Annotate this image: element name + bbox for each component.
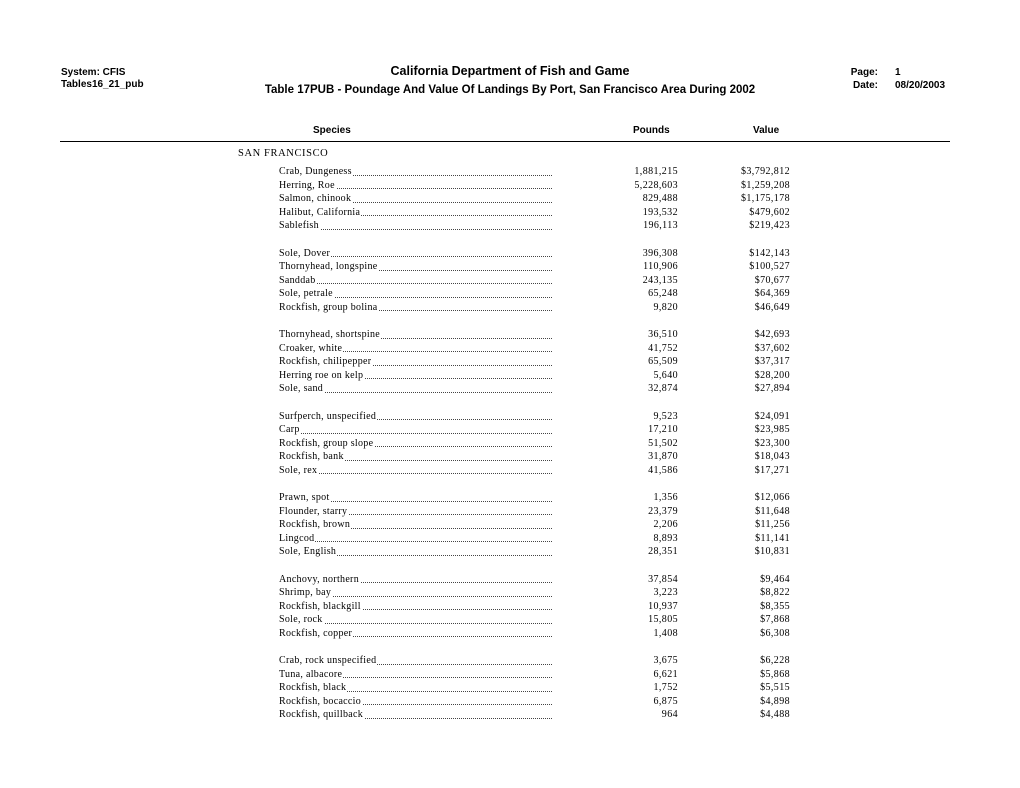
species-name: Rockfish, group slope	[279, 437, 374, 449]
species-cell	[279, 342, 552, 356]
page-number: 1	[895, 67, 901, 78]
dot-leader	[279, 283, 552, 284]
value-cell: $5,515	[760, 682, 790, 693]
value-cell: $142,143	[749, 247, 790, 259]
dot-leader	[279, 473, 552, 474]
row-group	[0, 247, 1020, 315]
species-cell	[279, 192, 552, 206]
species-cell	[279, 681, 552, 695]
species-cell	[279, 423, 552, 437]
species-cell	[279, 627, 552, 641]
page-row	[820, 66, 945, 79]
table-row	[0, 410, 1020, 424]
species-cell	[279, 613, 552, 627]
species-cell	[279, 600, 552, 614]
species-cell	[279, 382, 552, 396]
date-row	[820, 79, 945, 92]
value-cell: $46,649	[754, 301, 790, 313]
species-cell	[279, 491, 552, 505]
species-name: Sole, Dover	[279, 247, 331, 259]
table-row	[0, 342, 1020, 356]
report-system-info	[61, 67, 144, 91]
system-label: System: CFIS	[61, 67, 126, 78]
pounds-cell: 41,586	[648, 464, 678, 476]
pounds-cell: 3,675	[653, 655, 678, 666]
table-row	[0, 586, 1020, 600]
species-name: Rockfish, black	[279, 682, 347, 693]
table-row	[0, 437, 1020, 451]
species-name: Rockfish, bank	[279, 451, 344, 462]
value-cell: $27,894	[754, 383, 790, 394]
pounds-cell: 17,210	[648, 424, 678, 435]
report-title-block	[240, 63, 780, 98]
species-name: Anchovy, northern	[279, 573, 359, 585]
table-row	[0, 355, 1020, 369]
table-row	[0, 464, 1020, 478]
species-cell	[279, 586, 552, 600]
value-cell: $7,868	[760, 614, 790, 625]
value-cell: $4,488	[760, 709, 790, 720]
species-cell	[279, 328, 552, 342]
table-row	[0, 260, 1020, 274]
table-row	[0, 450, 1020, 464]
species-cell	[279, 410, 552, 424]
table-row	[0, 382, 1020, 396]
pounds-cell: 829,488	[642, 193, 678, 204]
species-cell	[279, 464, 552, 478]
species-cell	[279, 450, 552, 464]
species-name: Crab, Dungeness	[279, 166, 352, 177]
row-group	[0, 654, 1020, 722]
value-cell: $11,256	[755, 519, 790, 530]
pounds-cell: 1,881,215	[634, 166, 678, 177]
species-cell	[279, 260, 552, 274]
value-cell: $3,792,812	[741, 166, 790, 177]
value-cell: $37,602	[754, 342, 790, 354]
table-row	[0, 695, 1020, 709]
pounds-cell: 1,356	[653, 492, 678, 503]
value-cell: $28,200	[754, 369, 790, 381]
species-cell	[279, 532, 552, 546]
value-cell: $100,527	[749, 261, 790, 272]
value-cell: $479,602	[749, 206, 790, 218]
value-cell: $4,898	[760, 695, 790, 707]
species-name: Rockfish, group bolina	[279, 301, 378, 313]
value-cell: $8,822	[760, 587, 790, 598]
value-cell: $6,228	[760, 655, 790, 666]
species-name: Thornyhead, shortspine	[279, 329, 381, 340]
pounds-cell: 65,509	[648, 356, 678, 367]
header-divider	[60, 141, 950, 142]
value-cell: $11,141	[755, 532, 790, 544]
value-cell: $10,831	[754, 546, 790, 557]
value-cell: $23,300	[754, 437, 790, 449]
table-row	[0, 369, 1020, 383]
species-column-header: Species	[313, 125, 351, 136]
pounds-cell: 23,379	[648, 505, 678, 517]
pounds-cell: 964	[661, 709, 678, 720]
species-cell	[279, 573, 552, 587]
table-row	[0, 708, 1020, 722]
pounds-cell: 31,870	[648, 451, 678, 462]
pounds-column-header: Pounds	[633, 125, 670, 136]
port-label: SAN FRANCISCO	[238, 148, 329, 159]
pounds-cell: 36,510	[648, 329, 678, 340]
species-cell	[279, 247, 552, 261]
table-row	[0, 573, 1020, 587]
species-name: Sole, English	[279, 546, 337, 557]
table-row	[0, 545, 1020, 559]
value-cell: $1,259,208	[741, 179, 790, 191]
table-row	[0, 165, 1020, 179]
value-cell: $8,355	[760, 600, 790, 612]
value-cell: $70,677	[754, 274, 790, 286]
species-cell	[279, 708, 552, 722]
species-name: Rockfish, brown	[279, 519, 351, 530]
pounds-cell: 6,621	[653, 668, 678, 680]
species-name: Rockfish, chilipepper	[279, 356, 372, 367]
value-cell: $12,066	[754, 492, 790, 503]
table-row	[0, 206, 1020, 220]
table-row	[0, 627, 1020, 641]
value-cell: $5,868	[760, 668, 790, 680]
species-cell	[279, 287, 552, 301]
value-cell: $24,091	[754, 410, 790, 422]
species-cell	[279, 206, 552, 220]
species-cell	[279, 179, 552, 193]
species-cell	[279, 165, 552, 179]
value-cell: $6,308	[760, 627, 790, 639]
pounds-cell: 1,752	[653, 682, 678, 693]
species-name: Surfperch, unspecified	[279, 410, 377, 422]
pounds-cell: 6,875	[653, 695, 678, 707]
species-cell	[279, 355, 552, 369]
species-name: Crab, rock unspecified	[279, 655, 377, 666]
pounds-cell: 396,308	[642, 247, 678, 259]
species-cell	[279, 369, 552, 383]
species-cell	[279, 505, 552, 519]
pounds-cell: 243,135	[642, 274, 678, 286]
species-name: Rockfish, copper	[279, 627, 353, 639]
species-cell	[279, 518, 552, 532]
dot-leader	[279, 229, 552, 230]
value-cell: $64,369	[754, 288, 790, 299]
column-headers	[0, 125, 1020, 139]
species-name: Rockfish, blackgill	[279, 600, 361, 612]
row-group	[0, 573, 1020, 641]
species-name: Salmon, chinook	[279, 193, 352, 204]
pounds-cell: 41,752	[648, 342, 678, 354]
value-cell: $17,271	[754, 464, 790, 476]
species-name: Halibut, California	[279, 206, 361, 218]
landings-table	[0, 165, 1020, 736]
pounds-cell: 5,228,603	[634, 179, 678, 191]
pounds-cell: 193,532	[642, 206, 678, 218]
species-name: Croaker, white	[279, 342, 343, 354]
value-cell: $1,175,178	[741, 193, 790, 204]
pounds-cell: 8,893	[653, 532, 678, 544]
date-label: Date:	[852, 80, 878, 91]
pounds-cell: 37,854	[648, 573, 678, 585]
value-column-header: Value	[753, 125, 780, 136]
value-cell: $18,043	[754, 451, 790, 462]
species-cell	[279, 668, 552, 682]
table-row	[0, 505, 1020, 519]
dot-leader	[279, 541, 552, 542]
species-name: Lingcod	[279, 532, 315, 544]
value-cell: $23,985	[754, 424, 790, 435]
value-cell: $219,423	[749, 220, 790, 231]
table-row	[0, 668, 1020, 682]
table-row	[0, 681, 1020, 695]
pounds-cell: 9,523	[653, 410, 678, 422]
pounds-cell: 28,351	[648, 546, 678, 557]
pounds-cell: 3,223	[653, 587, 678, 598]
species-cell	[279, 654, 552, 668]
species-name: Herring roe on kelp	[279, 369, 364, 381]
species-name: Flounder, starry	[279, 505, 348, 517]
table-row	[0, 613, 1020, 627]
pounds-cell: 110,906	[643, 261, 678, 272]
species-cell	[279, 545, 552, 559]
table-row	[0, 532, 1020, 546]
species-name: Sole, sand	[279, 383, 324, 394]
species-name: Sanddab	[279, 274, 316, 286]
pounds-cell: 2,206	[653, 519, 678, 530]
species-name: Sole, petrale	[279, 288, 333, 299]
pounds-cell: 51,502	[648, 437, 678, 449]
species-name: Prawn, spot	[279, 492, 330, 503]
species-cell	[279, 301, 552, 315]
pounds-cell: 1,408	[653, 627, 678, 639]
table-row	[0, 301, 1020, 315]
value-cell: $9,464	[760, 573, 790, 585]
row-group	[0, 410, 1020, 478]
dot-leader	[279, 433, 552, 434]
table-row	[0, 600, 1020, 614]
pounds-cell: 5,640	[653, 369, 678, 381]
table-row	[0, 287, 1020, 301]
row-group	[0, 328, 1020, 396]
species-name: Shrimp, bay	[279, 587, 332, 598]
table-row	[0, 328, 1020, 342]
table-row	[0, 491, 1020, 505]
species-name: Tuna, albacore	[279, 668, 343, 680]
report-date: 08/20/2003	[895, 80, 946, 91]
table-row	[0, 247, 1020, 261]
value-cell: $37,317	[754, 356, 790, 367]
table-row	[0, 192, 1020, 206]
species-cell	[279, 274, 552, 288]
pounds-cell: 65,248	[648, 288, 678, 299]
pounds-cell: 32,874	[648, 383, 678, 394]
department-title: California Department of Fish and Game	[390, 64, 630, 78]
page-label: Page:	[850, 67, 878, 78]
page-date-info	[820, 66, 945, 92]
pounds-cell: 9,820	[653, 301, 678, 313]
table-row	[0, 423, 1020, 437]
species-name: Sablefish	[279, 220, 319, 231]
table-row	[0, 518, 1020, 532]
species-name: Sole, rex	[279, 464, 318, 476]
row-group	[0, 491, 1020, 559]
table-row	[0, 219, 1020, 233]
species-name: Rockfish, quillback	[279, 709, 364, 720]
pounds-cell: 15,805	[648, 614, 678, 625]
species-name: Rockfish, bocaccio	[279, 695, 362, 707]
value-cell: $42,693	[754, 329, 790, 340]
table-row	[0, 274, 1020, 288]
table-title: Table 17PUB - Poundage And Value Of Landings By Port, San Francisco Area During 2002	[264, 84, 756, 96]
species-cell	[279, 695, 552, 709]
species-cell	[279, 219, 552, 233]
pounds-cell: 10,937	[648, 600, 678, 612]
table-row	[0, 179, 1020, 193]
table-row	[0, 654, 1020, 668]
report-id: Tables16_21_pub	[61, 79, 144, 90]
species-name: Sole, rock	[279, 614, 323, 625]
species-name: Thornyhead, longspine	[279, 261, 378, 272]
species-name: Carp	[279, 424, 300, 435]
species-cell	[279, 437, 552, 451]
pounds-cell: 196,113	[643, 220, 678, 231]
row-group	[0, 165, 1020, 233]
species-name: Herring, Roe	[279, 179, 335, 191]
value-cell: $11,648	[755, 505, 790, 517]
